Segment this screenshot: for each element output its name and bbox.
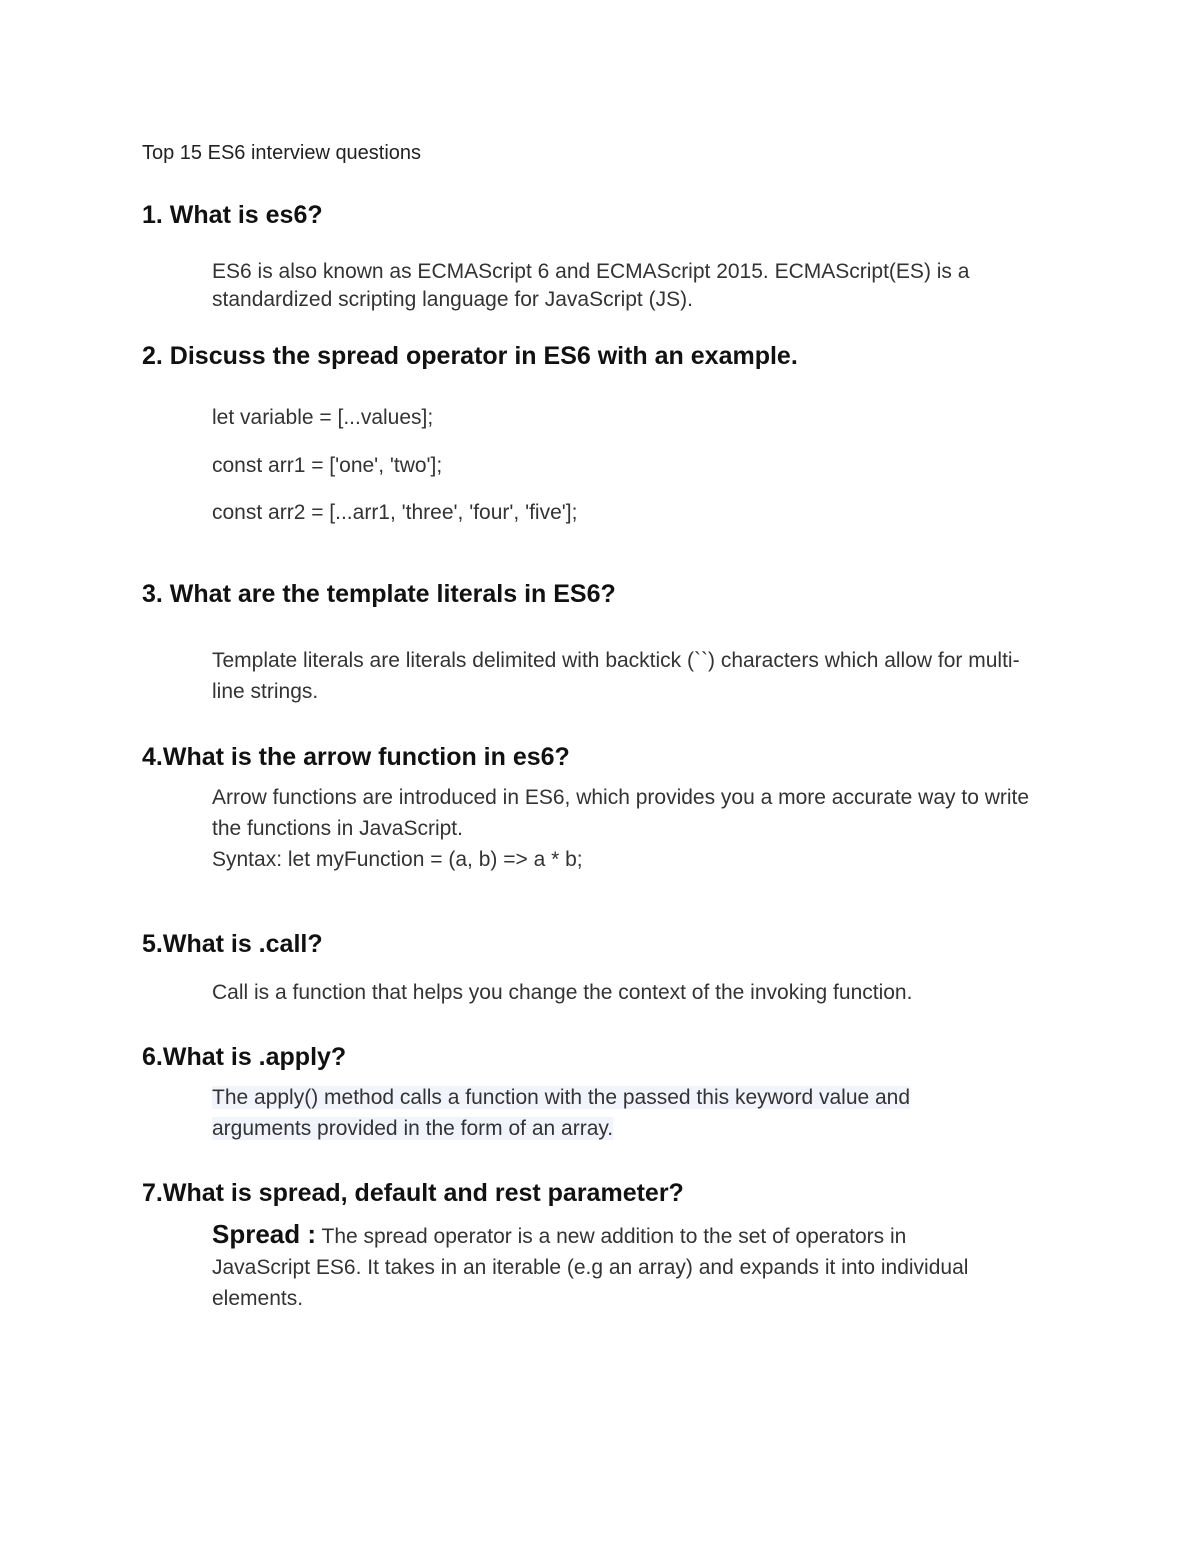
question-6-answer — [212, 1082, 1072, 1144]
question-4-syntax: Syntax: let myFunction = (a, b) => a * b; — [212, 848, 583, 871]
question-5-answer: Call is a function that helps you change the context of the invoking function. — [212, 981, 913, 1004]
question-4-answer-text: Arrow functions are introduced in ES6, which provides you a more accurate way to write the functions in JavaScript. — [212, 786, 1030, 840]
question-7-answer — [212, 1219, 1002, 1314]
question-1-heading: 1. What is es6? — [142, 201, 323, 229]
document-title: Top 15 ES6 interview questions — [142, 142, 422, 164]
question-6-answer-line-1: The apply() method calls a function with the passed this keyword value and — [212, 1086, 911, 1109]
question-1-answer: ES6 is also known as ECMAScript 6 and ECMAScript 2015. ECMAScript(ES) is a standardized scripting language for JavaScript (JS). — [212, 260, 970, 311]
question-7-heading: 7.What is spread, default and rest parameter? — [142, 1179, 684, 1207]
code-line-1: let variable = [...values]; — [212, 406, 434, 429]
question-6-answer-line-2: arguments provided in the form of an array. — [212, 1117, 614, 1140]
question-7-answer-text: The spread operator is a new addition to the set of operators in JavaScript ES6. It takes in an iterable (e.g an array) and expands it into individual elements. — [212, 1225, 969, 1310]
question-5-heading: 5.What is .call? — [142, 930, 323, 958]
spread-term: Spread : — [212, 1219, 317, 1249]
code-line-2: const arr1 = ['one', 'two']; — [212, 454, 443, 477]
question-6-heading: 6.What is .apply? — [142, 1043, 347, 1071]
question-2-heading: 2. Discuss the spread operator in ES6 with an example. — [142, 342, 798, 370]
question-4-answer — [212, 782, 1062, 875]
code-line-3: const arr2 = [...arr1, 'three', 'four', 'five']; — [212, 501, 578, 524]
question-4-heading: 4.What is the arrow function in es6? — [142, 743, 570, 771]
question-3-heading: 3. What are the template literals in ES6? — [142, 580, 616, 608]
question-3-answer: Template literals are literals delimited with backtick (``) characters which allow for multi-line strings. — [212, 649, 1020, 703]
